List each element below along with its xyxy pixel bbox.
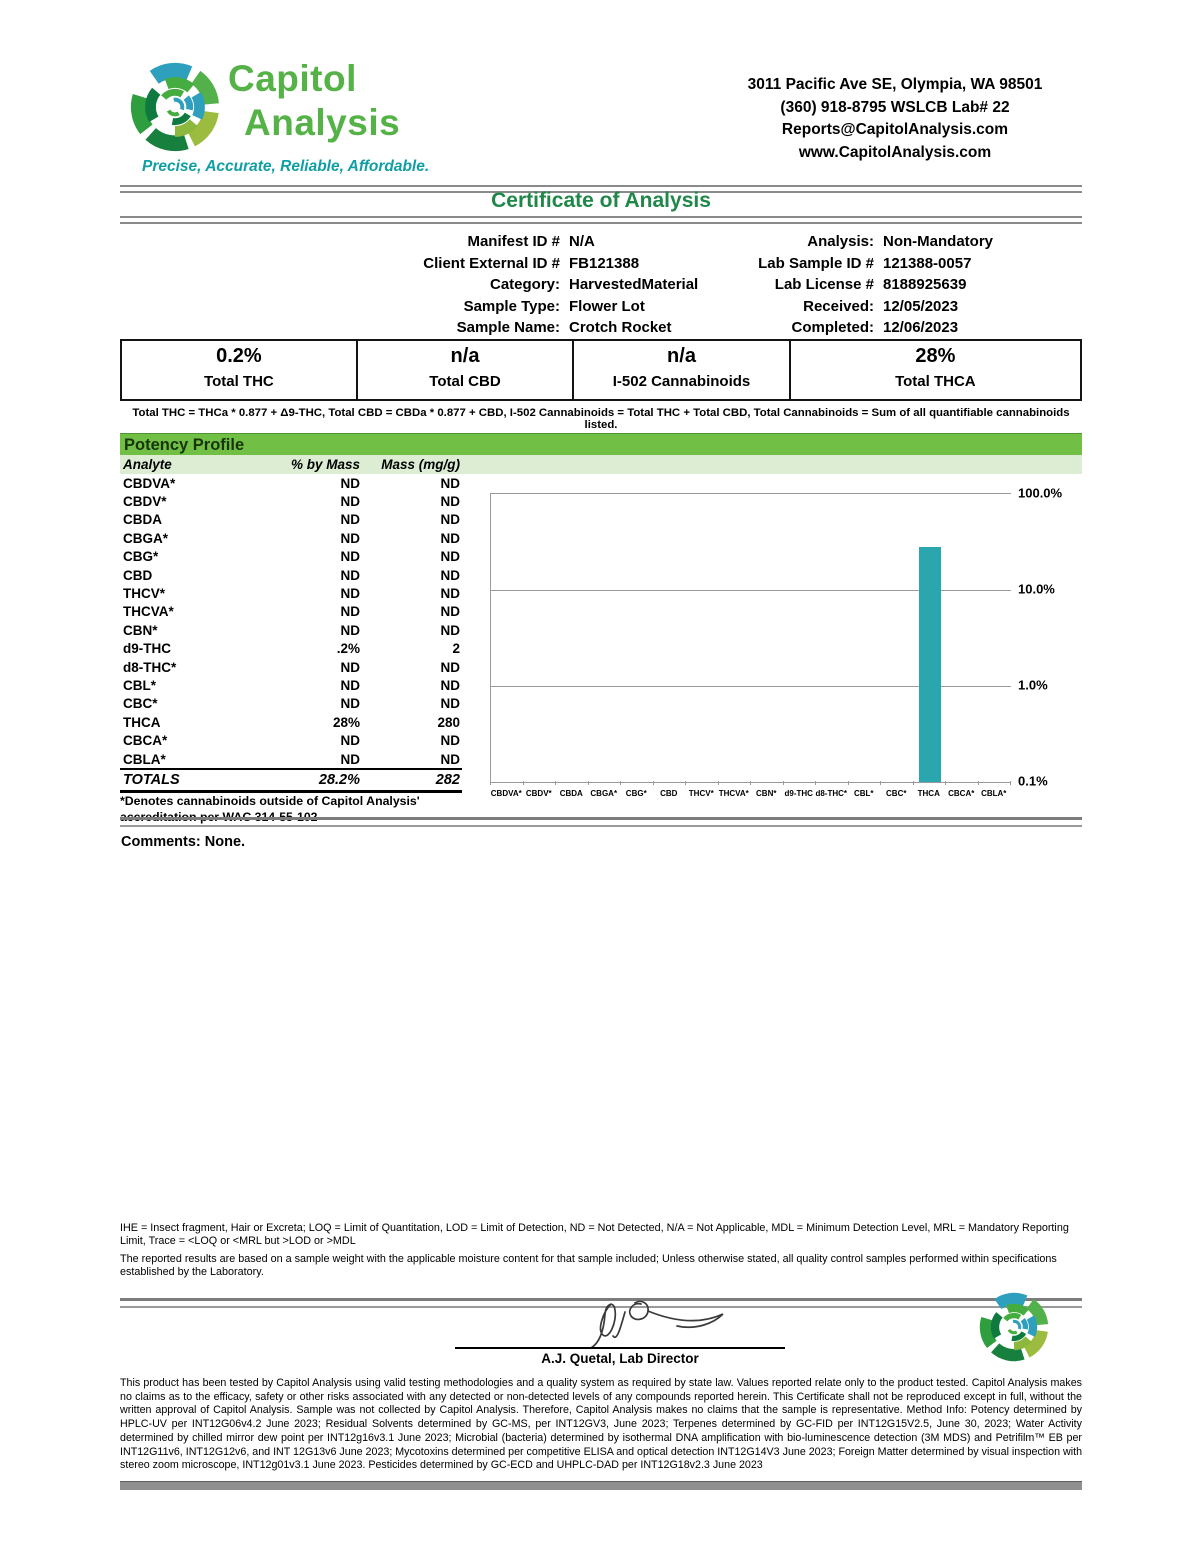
x-tick-label: THCVA*: [718, 789, 749, 798]
totals-percent: 28.2%: [318, 772, 360, 789]
chart-x-axis: [490, 789, 1010, 798]
analyte-percent: ND: [340, 549, 360, 565]
analyte-mass: ND: [440, 677, 460, 693]
info-row: [688, 317, 993, 339]
analyte-percent: ND: [340, 622, 360, 638]
info-row: [300, 317, 698, 339]
info-label: Client External ID #: [423, 254, 560, 272]
x-tick-label: CBCA*: [948, 789, 975, 798]
summary-box: [572, 341, 789, 399]
x-tick-label: d8-THC*: [815, 789, 848, 798]
analyte-row: [120, 713, 462, 731]
brand-name-line2: Analysis: [244, 102, 401, 143]
x-tick-label: CBL*: [853, 789, 874, 798]
analyte-percent: ND: [340, 475, 360, 491]
x-tick-label: CBDVA*: [490, 789, 522, 798]
x-axis-tick: [685, 781, 686, 785]
summary-box: [356, 341, 573, 399]
lab-address: 3011 Pacific Ave SE, Olympia, WA 98501: [747, 76, 1043, 93]
analyte-percent: ND: [340, 604, 360, 620]
summary-value: 28%: [915, 345, 956, 367]
info-label: Category:: [489, 276, 560, 293]
x-tick-label: d9-THC: [784, 789, 813, 798]
info-label: Sample Name:: [456, 319, 560, 336]
footer-logo-swirl-icon: [976, 1289, 1052, 1365]
analyte-row: [120, 603, 462, 621]
x-tick-label: THCA: [917, 789, 940, 798]
analyte-row: [120, 695, 462, 713]
info-value: HarvestedMaterial: [569, 276, 699, 293]
y-tick-label: 0.1%: [1018, 773, 1048, 789]
analyte-row: [120, 640, 462, 658]
analyte-percent: ND: [340, 677, 360, 693]
x-axis-tick: [490, 781, 491, 785]
summary-label: Total CBD: [429, 373, 501, 390]
info-value: 12/06/2023: [883, 319, 959, 336]
analyte-name: CBDV*: [123, 494, 167, 510]
analyte-percent: ND: [340, 494, 360, 510]
x-axis-tick: [815, 781, 816, 785]
analyte-percent: ND: [340, 512, 360, 528]
analyte-name: CBL*: [123, 677, 156, 693]
analyte-name: CBD: [123, 567, 153, 583]
analyte-name: CBG*: [123, 549, 159, 565]
info-label: Analysis:: [807, 233, 874, 250]
lab-website: www.CapitolAnalysis.com: [798, 143, 992, 161]
analyte-percent: 28%: [332, 714, 360, 730]
legal-disclaimer: This product has been tested by Capitol Analysis using valid testing methodologies and a quality system as required by state law. Values reported relate only to the product tested. Capitol Analysis makes no claims as to the efficacy, safety or other risks associated with any detected or non-detected levels of any compounds reported herein. This Certificate shall not be reproduced except in full, without the written approval of Capitol Analysis. Sample was not collected by Capitol Analysis. Therefore, Capitol Analysis makes no claims that the sample is representative. Method Info: Potency determined by HPLC-UV per INT12G06v4.2 June 2023; Residual Solvents determined by GC-MS, per INT12GV3, June 2023; Terpenes determined by GC-FID per INT12G15V2.5, June 30, 2023; Water Activity determined by chilled mirror dew point per INT12g16v3.1 June 2023; Microbial (bacteria) determined by isothermal DNA amplification with bio-luminescence detection (3M MDS) and Petrifilm™ EB per INT12G11v6, INT12G12v6, and INT 12G13v6 June 2023; Mycotoxins determined per competitive ELISA and optical detection INT12G14V3 June 2023; Foreign Matter determined by visual inspection with stereo zoom microscope, INT12g01v3.1 June 2023. Pesticides determined by GC-ECD and UHPLC-DAD per INT12G18v2.3 June 2023: [120, 1377, 1083, 1472]
analyte-row: [120, 621, 462, 639]
potency-profile-header: [120, 433, 1082, 456]
x-tick-label: CBGA*: [590, 789, 618, 798]
info-label: Manifest ID #: [467, 233, 560, 250]
analyte-row: [120, 676, 462, 694]
analyte-row: [120, 750, 462, 768]
sample-info-left: [300, 231, 698, 339]
analyte-mass: ND: [440, 604, 460, 620]
brand-name: [228, 57, 400, 145]
potency-profile-title: Potency Profile: [124, 436, 245, 454]
analyte-name: d8-THC*: [123, 659, 177, 675]
info-row: [300, 296, 698, 318]
analyte-row: [120, 584, 462, 602]
analyte-percent: ND: [340, 567, 360, 583]
x-tick-label: CBG*: [625, 789, 647, 798]
info-row: [688, 274, 993, 296]
x-axis-tick: [555, 781, 556, 785]
formula-note: Total THC = THCa * 0.877 + Δ9-THC, Total CBD = CBDa * 0.877 + CBD, I-502 Cannabinoids = Total THC + Total CBD, Total Cannabinoids = Sum of all quantifiable cannabinoids listed.: [132, 407, 1070, 431]
accreditation-footnote: *Denotes cannabinoids outside of Capitol Analysis' accreditation per WAC 314-55-102: [120, 794, 420, 824]
summary-label: Total THCA: [895, 373, 976, 390]
lab-logo-swirl-icon: [126, 55, 224, 159]
x-axis-tick: [1010, 781, 1011, 785]
potency-table-body: [120, 474, 462, 768]
info-row: [688, 253, 993, 275]
info-row: [300, 231, 698, 253]
potency-column-headers: [120, 455, 1082, 474]
x-tick-label: CBLA*: [981, 789, 1007, 798]
summary-boxes: [120, 339, 1082, 401]
info-row: [688, 296, 993, 318]
analyte-mass: 2: [452, 641, 460, 657]
analyte-mass: ND: [440, 751, 460, 767]
analyte-mass: ND: [440, 733, 460, 749]
col-percent-mass: % by Mass: [290, 457, 360, 472]
analyte-percent: ND: [340, 659, 360, 675]
analyte-percent: ND: [340, 586, 360, 602]
divider-title: [120, 216, 1082, 224]
analyte-name: CBLA*: [123, 751, 166, 767]
totals-mass: 282: [435, 772, 460, 789]
analyte-row: [120, 474, 462, 492]
info-value: 121388-0057: [883, 254, 972, 272]
info-row: [688, 231, 993, 253]
analyte-mass: ND: [440, 549, 460, 565]
abbreviation-legend: [120, 1222, 1082, 1284]
analyte-name: THCVA*: [123, 604, 174, 620]
signature-scribble: [545, 1290, 765, 1350]
potency-table: [120, 474, 462, 793]
x-axis-tick: [848, 781, 849, 785]
x-tick-label: CBN*: [756, 789, 777, 798]
info-label: Completed:: [791, 319, 874, 336]
analyte-name: CBN*: [123, 622, 158, 638]
page-title: Certificate of Analysis: [491, 189, 711, 212]
info-row: [300, 253, 698, 275]
analyte-name: CBGA*: [123, 530, 169, 546]
info-value: 8188925639: [883, 276, 967, 293]
analyte-name: CBC*: [123, 696, 158, 712]
legend-definitions: IHE = Insect fragment, Hair or Excreta; LOQ = Limit of Quantitation, LOD = Limit of Detection, ND = Not Detected, N/A = Not Applicable, MDL = Minimum Detection Level, MRL = Mandatory Reporting Limit, Trace = <LOQ or <MRL but >LOD or >MDL: [120, 1222, 1069, 1248]
x-tick-label: CBDA: [559, 789, 583, 798]
legend-reporting-note: The reported results are based on a sample weight with the applicable moisture content for that sample included; Unless otherwise stated, all quality control samples performed within specifications established by the Laboratory.: [120, 1252, 1057, 1279]
analyte-percent: .2%: [336, 641, 360, 657]
x-axis-tick: [880, 781, 881, 785]
brand-tagline: Precise, Accurate, Reliable, Affordable.: [142, 158, 430, 175]
analyte-mass: ND: [440, 512, 460, 528]
totals-row: [120, 768, 462, 793]
x-tick-label: THCV*: [688, 789, 714, 798]
analyte-mass: ND: [440, 586, 460, 602]
summary-box: [122, 341, 356, 399]
analyte-row: [120, 529, 462, 547]
y-tick-label: 1.0%: [1018, 677, 1048, 693]
analyte-row: [120, 731, 462, 749]
analyte-mass: ND: [440, 622, 460, 638]
analyte-name: THCA: [123, 714, 161, 730]
info-row: [300, 274, 698, 296]
x-axis-tick: [783, 781, 784, 785]
comments-line: Comments: None.: [121, 834, 246, 850]
analyte-mass: ND: [440, 567, 460, 583]
totals-label: TOTALS: [123, 772, 180, 789]
info-label: Lab License #: [774, 276, 874, 293]
summary-box: [789, 341, 1080, 399]
signatory-name: A.J. Quetal, Lab Director: [541, 1351, 699, 1366]
info-value: Flower Lot: [569, 297, 645, 315]
analyte-name: CBDVA*: [123, 475, 176, 491]
analyte-name: CBDA: [123, 512, 162, 528]
divider-potency-bottom: [120, 817, 1082, 827]
summary-label: Total THC: [204, 373, 274, 390]
analyte-percent: ND: [340, 530, 360, 546]
info-label: Sample Type:: [463, 297, 560, 315]
x-tick-label: CBDV*: [525, 789, 552, 798]
col-analyte: Analyte: [123, 457, 172, 472]
x-axis-tick: [523, 781, 524, 785]
analyte-percent: ND: [340, 733, 360, 749]
potency-chart-plot: [490, 493, 1011, 783]
lab-contact-block: [695, 74, 1095, 164]
x-tick-label: CBD: [660, 789, 678, 798]
analyte-mass: ND: [440, 696, 460, 712]
info-value: Crotch Rocket: [569, 319, 672, 336]
analyte-mass: ND: [440, 475, 460, 491]
info-label: Lab Sample ID #: [758, 254, 874, 272]
analyte-name: CBCA*: [123, 733, 168, 749]
lab-logo: [126, 55, 400, 159]
lab-email: Reports@CapitolAnalysis.com: [781, 121, 1009, 138]
info-value: N/A: [569, 233, 595, 250]
x-axis-tick: [750, 781, 751, 785]
chart-bar: [919, 547, 941, 782]
analyte-percent: ND: [340, 696, 360, 712]
analyte-row: [120, 548, 462, 566]
analyte-mass: ND: [440, 494, 460, 510]
x-axis-tick: [588, 781, 589, 785]
x-axis-tick: [913, 781, 914, 785]
sample-info-right: [688, 231, 993, 339]
x-axis-tick: [945, 781, 946, 785]
brand-name-line1: Capitol: [228, 58, 357, 99]
chart-y-axis: [1018, 485, 1082, 789]
lab-phone-license: (360) 918-8795 WSLCB Lab# 22: [780, 98, 1010, 116]
analyte-mass: 280: [437, 714, 460, 730]
summary-value: n/a: [450, 345, 480, 367]
analyte-row: [120, 511, 462, 529]
analyte-row: [120, 492, 462, 510]
info-value: Non-Mandatory: [883, 233, 993, 250]
y-tick-label: 10.0%: [1018, 581, 1055, 597]
x-axis-tick: [718, 781, 719, 785]
analyte-mass: ND: [440, 530, 460, 546]
y-tick-label: 100.0%: [1018, 485, 1063, 501]
x-axis-tick: [620, 781, 621, 785]
col-mass-mgg: Mass (mg/g): [381, 457, 460, 472]
signature-line: [455, 1347, 785, 1349]
page-bottom-bar: [120, 1481, 1082, 1490]
info-value: 12/05/2023: [883, 297, 959, 315]
summary-value: 0.2%: [216, 345, 262, 367]
analyte-name: d9-THC: [123, 641, 171, 657]
info-value: FB121388: [569, 254, 640, 272]
summary-label: I-502 Cannabinoids: [612, 373, 751, 390]
x-tick-label: CBC*: [886, 789, 907, 798]
x-axis-tick: [978, 781, 979, 785]
info-label: Received:: [803, 297, 874, 315]
analyte-row: [120, 658, 462, 676]
analyte-percent: ND: [340, 751, 360, 767]
analyte-name: THCV*: [123, 586, 166, 602]
analyte-row: [120, 566, 462, 584]
x-axis-tick: [653, 781, 654, 785]
analyte-mass: ND: [440, 659, 460, 675]
summary-value: n/a: [667, 345, 696, 367]
